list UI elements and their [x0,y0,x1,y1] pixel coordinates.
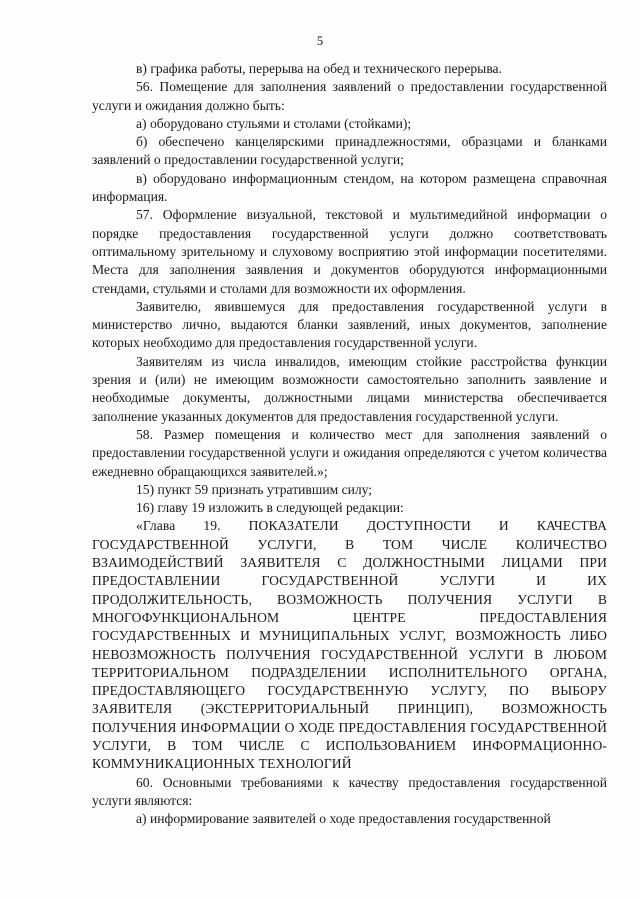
paragraph: 15) пункт 59 признать утратившим силу; [136,481,373,497]
paragraph: 60. Основными требованиями к качеству предоставления государственной услуги являются: [92,774,607,808]
page-number: 5 [316,34,324,48]
paragraph: в) графика работы, перерыва на обед и технического перерыва. [136,61,502,76]
paragraph: 57. Оформление визуальной, текстовой и мультимедийной информации о порядке предоставления государственной услуги должно соответствовать оптимальному зрительному и слуховому восприятию этой информации посетителями. Места для заполнения заявления и документов оборудуются информационными стендами, стульями и столами для возможности их оформления. [92,207,607,296]
document-body [92,60,607,828]
paragraph: в) оборудовано информационным стендом, на котором размещена справочная информация. [92,170,607,205]
paragraph: 16) главу 19 изложить в следующей редакции: [136,500,404,516]
paragraph: 56. Помещение для заполнения заявлений о предоставлении государственной услуги и ожидания должно быть: [92,79,607,113]
paragraph: б) обеспечено канцелярскими принадлежностями, образцами и бланками заявлений о предоставлении государственной услуги; [92,134,607,168]
paragraph: 58. Размер помещения и количество мест для заполнения заявлений о предоставлении государственной услуги и ожидания определяются с учетом количества ежедневно обращающихся заявителей.»; [92,426,607,479]
paragraph: а) оборудовано стульями и столами (стойками); [136,115,412,131]
chapter-heading: «Глава 19. ПОКАЗАТЕЛИ ДОСТУПНОСТИ И КАЧЕСТВА ГОСУДАРСТВЕННОЙ УСЛУГИ, В ТОМ ЧИСЛЕ КОЛИЧЕСТВО ВЗАИМОДЕЙСТВИЙ ЗАЯВИТЕЛЯ С ДОЛЖНОСТНЫМИ ЛИЦАМИ ПРИ ПРЕДОСТАВЛЕНИИ ГОСУДАРСТВЕННОЙ УСЛУГИ И ИХ ПРОДОЛЖИТЕЛЬНОСТЬ, ВОЗМОЖНОСТЬ ПОЛУЧЕНИЯ УСЛУГИ В МНОГОФУНКЦИОНАЛЬНОМ ЦЕНТРЕ ПРЕДОСТАВЛЕНИЯ ГОСУДАРСТВЕННЫХ И МУНИЦИПАЛЬНЫХ УСЛУГ, ВОЗМОЖНОСТЬ ЛИБО НЕВОЗМОЖНОСТЬ ПОЛУЧЕНИЯ ГОСУДАРСТВЕННОЙ УСЛУГИ В ЛЮБОМ ТЕРРИТОРИАЛЬНОМ ПОДРАЗДЕЛЕНИИ ИСПОЛНИТЕЛЬНОГО ОРГАНА, ПРЕДОСТАВЛЯЮЩЕГО ГОСУДАРСТВЕННУЮ УСЛУГУ, ПО ВЫБОРУ ЗАЯВИТЕЛЯ (ЭКСТЕРРИТОРИАЛЬНЫЙ ПРИНЦИП), ВОЗМОЖНОСТЬ ПОЛУЧЕНИЯ ИНФОРМАЦИИ О ХОДЕ ПРЕДОСТАВЛЕНИЯ ГОСУДАРСТВЕННОЙ УСЛУГИ, В ТОМ ЧИСЛЕ С ИСПОЛЬЗОВАНИЕМ ИНФОРМАЦИОННО-КОММУНИКАЦИОННЫХ ТЕХНОЛОГИЙ [92,518,607,772]
paragraph: Заявителю, явившемуся для предоставления государственной услуги в министерство лично, выдаются бланки заявлений, иных документов, заполнение которых необходимо для предоставления государственной услуги. [92,298,607,351]
paragraph: Заявителям из числа инвалидов, имеющим стойкие расстройства функции зрения и (или) не имеющим возможности самостоятельно заполнить заявление и необходимые документы, должностными лицами министерства обеспечивается заполнение указанных документов для предоставления государственной услуги. [92,353,607,424]
paragraph: а) информирование заявителей о ходе предоставления государственной [136,811,551,827]
